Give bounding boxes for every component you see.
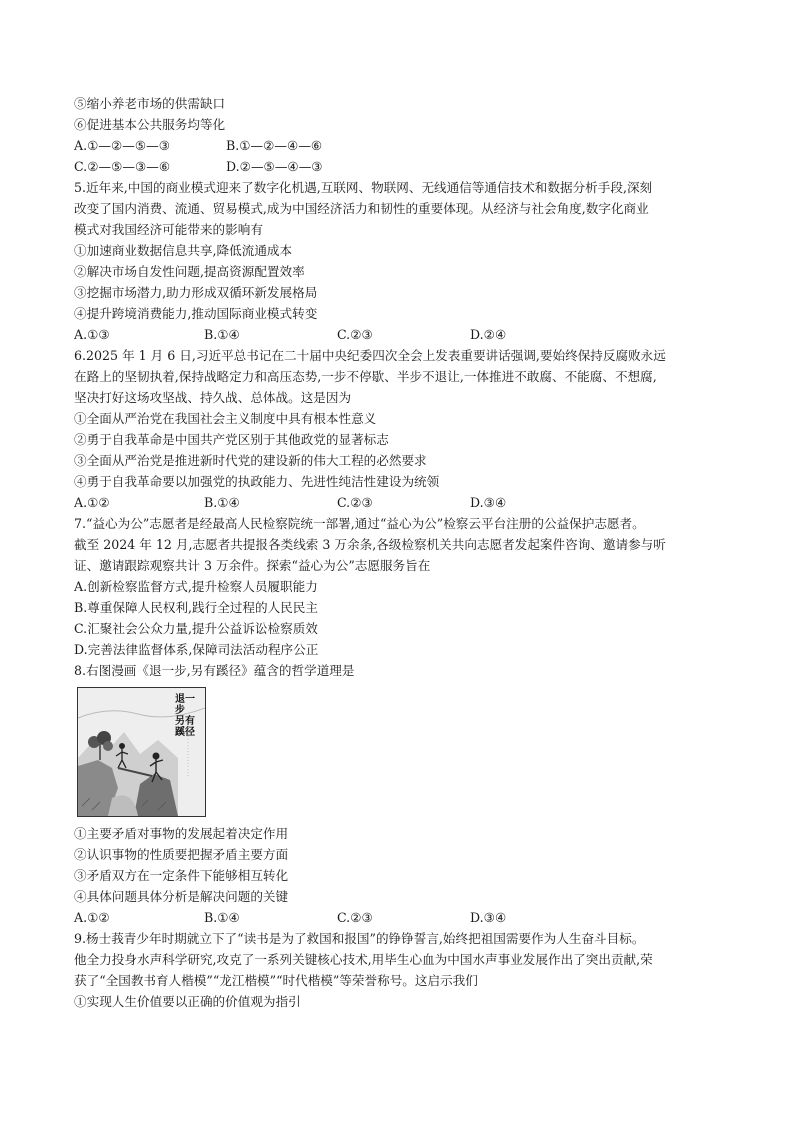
question-7-stem: 证、邀请跟踪观察共计 3 万余件。探索“益心为公”志愿服务旨在 xyxy=(74,558,431,573)
question-item: ③挖掘市场潜力,助力形成双循环新发展格局 xyxy=(74,285,318,300)
question-item: ②认识事物的性质要把握矛盾主要方面 xyxy=(74,847,289,862)
question-6-stem: 坚决打好这场攻坚战、持久战、总体战。这是因为 xyxy=(74,390,352,405)
answer-options xyxy=(74,135,734,156)
question-9-stem: 9.杨士莪青少年时期就立下了“读书是为了救国和报国”的铮铮誓言,始终把祖国需要作为人生奋斗目标。 xyxy=(74,931,645,946)
question-6-stem: 在路上的坚韧执着,保持战略定力和高压态势,一步不停歇、半步不退让,一体推进不敢腐、不能腐、不想腐, xyxy=(74,369,657,384)
cartoon-image xyxy=(77,687,206,817)
answer-options xyxy=(74,492,734,513)
option-c[interactable]: C.②③ xyxy=(337,327,373,342)
question-item: ④勇于自我革命要以加强党的执政能力、先进性纯洁性建设为统领 xyxy=(74,474,440,489)
option-a[interactable]: A.①③ xyxy=(74,327,110,342)
option-d[interactable]: D.③④ xyxy=(470,910,507,925)
option-b[interactable]: B.①④ xyxy=(204,495,240,510)
cartoon-caption: 退一步 另有蹊径 xyxy=(175,694,195,738)
question-item: ⑥促进基本公共服务均等化 xyxy=(74,117,226,132)
answer-options xyxy=(74,907,734,928)
option-c[interactable]: C.②③ xyxy=(337,495,373,510)
question-item: ②勇于自我革命是中国共产党区别于其他政党的显著标志 xyxy=(74,432,389,447)
option-c[interactable]: C.②③ xyxy=(337,910,373,925)
question-item: ③全面从严治党是推进新时代党的建设新的伟大工程的必然要求 xyxy=(74,453,427,468)
question-8-stem: 8.右图漫画《退一步,另有蹊径》蕴含的哲学道理是 xyxy=(74,663,355,678)
option-d[interactable]: D.②—⑤—④—③ xyxy=(226,159,323,174)
option-c[interactable]: C.汇聚社会公众力量,提升公益诉讼检察质效 xyxy=(74,621,318,636)
question-item: ④提升跨境消费能力,推动国际商业模式转变 xyxy=(74,306,318,321)
option-a[interactable]: A.①② xyxy=(74,910,110,925)
question-item: ③矛盾双方在一定条件下能够相互转化 xyxy=(74,868,289,883)
option-b[interactable]: B.①④ xyxy=(204,910,240,925)
question-9-stem: 他全力投身水声科学研究,攻克了一系列关键核心技术,用毕生心血为中国水声事业发展作出了突出贡献,荣 xyxy=(74,952,653,967)
question-item: ①加速商业数据信息共享,降低流通成本 xyxy=(74,243,293,258)
option-a[interactable]: A.①② xyxy=(74,495,110,510)
question-item: ①实现人生价值要以正确的价值观为指引 xyxy=(74,994,301,1009)
option-b[interactable]: B.尊重保障人民权利,践行全过程的人民民主 xyxy=(74,600,318,615)
option-a[interactable]: A.创新检察监督方式,提升检察人员履职能力 xyxy=(74,579,318,594)
answer-options xyxy=(74,156,734,177)
question-6-stem: 6.2025 年 1 月 6 日,习近平总书记在二十届中央纪委四次全会上发表重要讲话强调,要始终保持反腐败永远 xyxy=(74,348,666,363)
question-item: ⑤缩小养老市场的供需缺口 xyxy=(74,96,226,111)
option-b[interactable]: B.①④ xyxy=(204,327,240,342)
option-c[interactable]: C.②—⑤—③—⑥ xyxy=(74,159,171,174)
option-d[interactable]: D.完善法律监督体系,保障司法活动程序公正 xyxy=(74,642,319,657)
question-5-stem: 改变了国内消费、流通、贸易模式,成为中国经济活力和韧性的重要体现。从经济与社会角度,数字化商业 xyxy=(74,201,649,216)
question-item: ①主要矛盾对事物的发展起着决定作用 xyxy=(74,826,289,841)
option-d[interactable]: D.②④ xyxy=(470,327,507,342)
question-5-stem: 5.近年来,中国的商业模式迎来了数字化机遇,互联网、物联网、无线通信等通信技术和数据分析手段,深刻 xyxy=(74,180,653,195)
question-item: ①全面从严治党在我国社会主义制度中具有根本性意义 xyxy=(74,411,377,426)
question-item: ②解决市场自发性问题,提高资源配置效率 xyxy=(74,264,305,279)
question-item: ④具体问题具体分析是解决问题的关键 xyxy=(74,889,289,904)
question-7-stem: 截至 2024 年 12 月,志愿者共提报各类线索 3 万余条,各级检察机关共向志愿者发起案件咨询、邀请参与听 xyxy=(74,537,666,552)
exam-page xyxy=(74,93,734,1012)
question-5-stem: 模式对我国经济可能带来的影响有 xyxy=(74,222,263,237)
answer-options xyxy=(74,324,734,345)
option-a[interactable]: A.①—②—⑤—③ xyxy=(74,138,171,153)
option-d[interactable]: D.③④ xyxy=(470,495,507,510)
question-7-stem: 7.“益心为公”志愿者是经最高人民检察院统一部署,通过“益心为公”检察云平台注册的公益保护志愿者。 xyxy=(74,516,645,531)
question-9-stem: 获了“全国教书育人楷模”“龙江楷模”“时代楷模”等荣誉称号。这启示我们 xyxy=(74,973,478,988)
option-b[interactable]: B.①—②—④—⑥ xyxy=(226,138,323,153)
